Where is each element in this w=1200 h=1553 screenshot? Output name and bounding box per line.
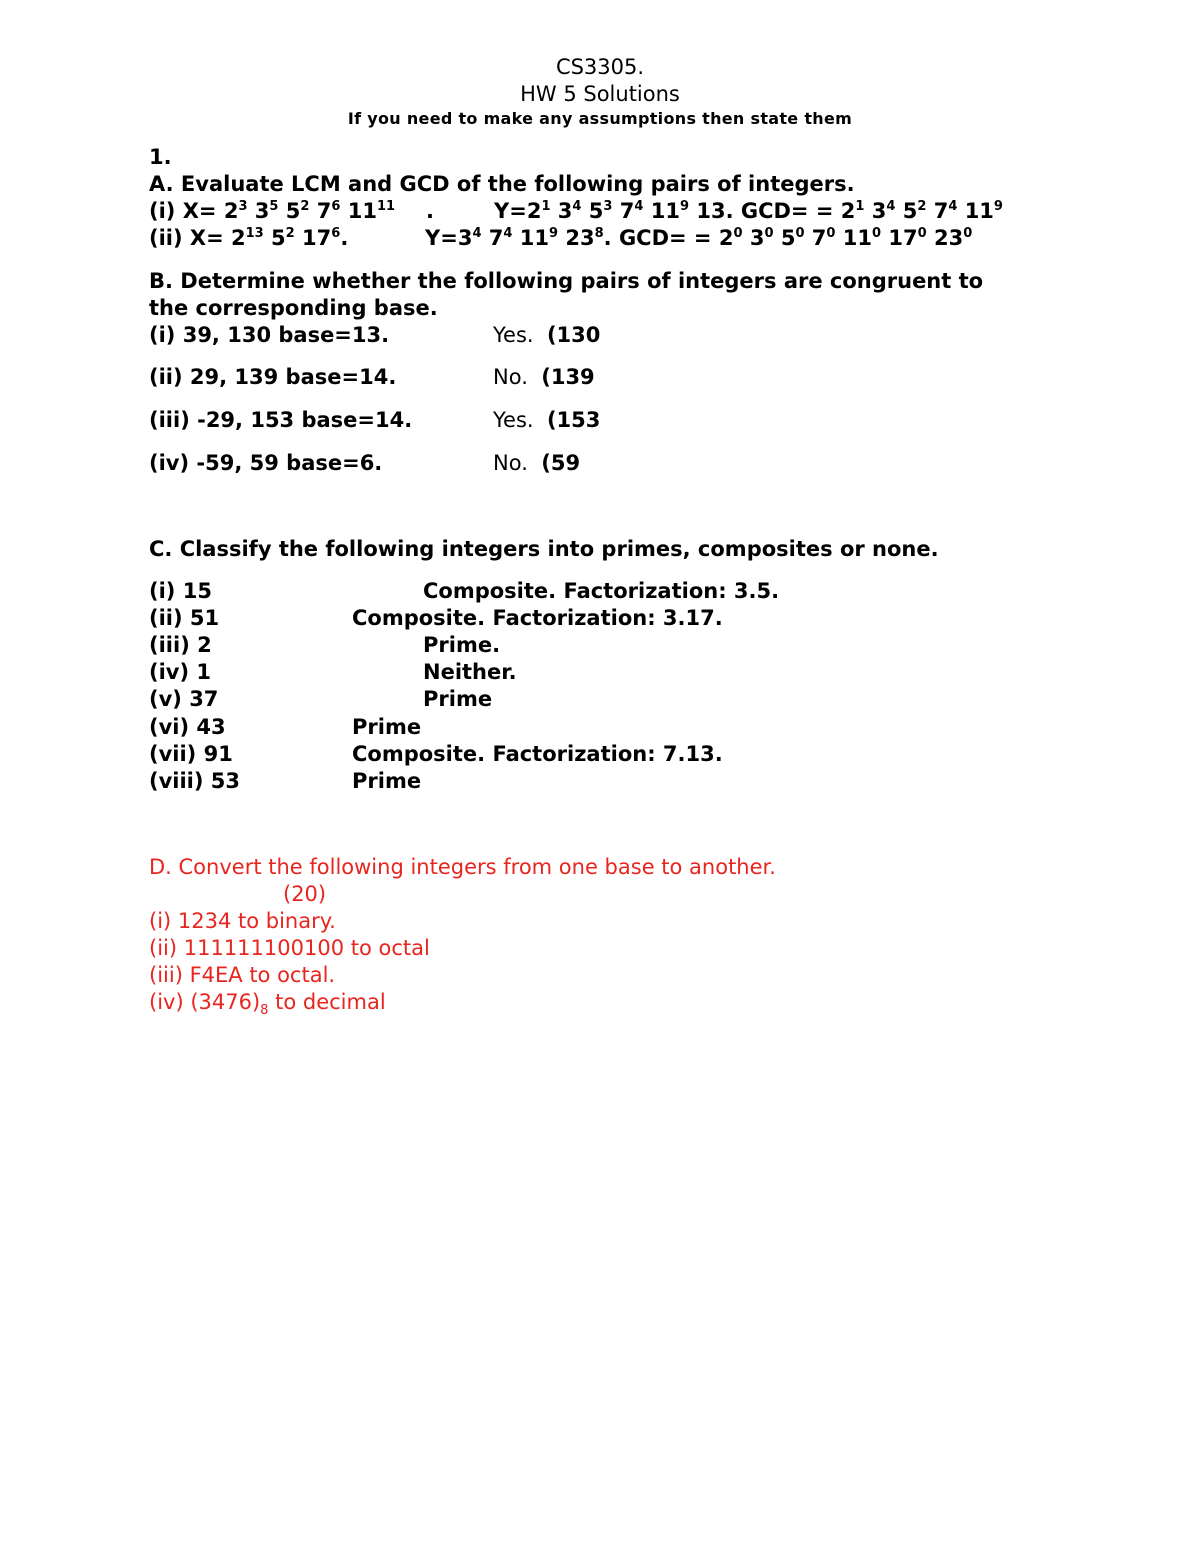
part-b-heading-line2: the corresponding base.: [149, 296, 438, 320]
prime-base: 7: [933, 199, 949, 223]
prime-exponent: 8: [594, 226, 604, 241]
part-c-question: (viii) 53: [149, 769, 241, 793]
part-c-answer: Composite. Factorization: 7.13.: [352, 742, 723, 766]
part-c-answer: Prime.: [423, 633, 501, 657]
part-a-ii-x: (ii) $X= 2^{13}$ $5^2$ $17^6$.: [149, 226, 349, 250]
part-a-heading: A. Evaluate LCM and GCD of the following pairs of integers.: [149, 172, 855, 196]
prime-exponent: 0: [963, 226, 973, 241]
prime-base: 3: [557, 199, 573, 223]
prime-base: 2: [840, 199, 856, 223]
prime-base: 3: [871, 199, 887, 223]
part-c-question: (v) 37: [149, 687, 219, 711]
prime-base: 5: [588, 199, 604, 223]
part-c-question: (i) 15: [149, 579, 212, 603]
part-b-question: (iii) -29, 153 base=14.: [149, 408, 413, 432]
part-b-question: (ii) 29, 139 base=14.: [149, 365, 397, 389]
prime-exponent: 0: [826, 226, 836, 241]
part-c-question: (vi) 43: [149, 715, 226, 739]
part-c-question: (iv) 1: [149, 660, 212, 684]
prime-exponent: 6: [331, 199, 341, 214]
question-number: 1.: [149, 145, 172, 169]
prime-exponent: 11: [376, 199, 396, 214]
part-d-item: (i) 1234 to binary.: [149, 909, 336, 933]
part-a-i-dot: .: [426, 199, 434, 223]
prime-base: 2: [718, 226, 734, 250]
prime-base: 7: [619, 199, 635, 223]
prime-base: 11: [650, 199, 680, 223]
prime-exponent: 2: [917, 199, 927, 214]
part-d-points: (20): [283, 882, 327, 906]
part-c-answer: Prime: [352, 715, 422, 739]
prime-exponent: 0: [917, 226, 927, 241]
prime-base: 3: [749, 226, 765, 250]
part-c-question: (iii) 2: [149, 633, 212, 657]
prime-base: 5: [780, 226, 796, 250]
part-c-question: (ii) 51: [149, 606, 220, 630]
prime-exponent: 6: [331, 226, 341, 241]
part-a-i-y: $Y=2^1$ $3^4$ $5^3$ $7^4$ $11^9$ 13. $GCD= = 2^1$ $3^4$ $5^2$ $7^4$ $11^9$: [494, 199, 1003, 223]
part-b-answer: No. (59: [493, 451, 581, 475]
part-d-item: (iii) F4EA to octal.: [149, 963, 336, 987]
prime-exponent: 4: [948, 199, 958, 214]
part-b-answer: Yes. (153: [493, 408, 601, 432]
part-c-answer: Neither.: [423, 660, 517, 684]
course-code: CS3305.: [555, 55, 645, 79]
prime-base: 7: [316, 199, 332, 223]
prime-exponent: 4: [634, 199, 644, 214]
part-d-heading: D. Convert the following integers from one base to another.: [149, 855, 776, 879]
prime-base: 5: [271, 226, 286, 250]
prime-exponent: 0: [872, 226, 882, 241]
prime-base: 23: [933, 226, 964, 250]
assumptions-note: If you need to make any assumptions then state them: [347, 109, 853, 128]
prime-exponent: 1: [541, 199, 551, 214]
prime-base: 7: [811, 226, 827, 250]
prime-exponent: 0: [764, 226, 774, 241]
part-c-answer: Composite. Factorization: 3.5.: [423, 579, 780, 603]
prime-base: 11: [842, 226, 873, 250]
prime-exponent: 9: [549, 226, 559, 241]
prime-exponent: 0: [795, 226, 805, 241]
prime-exponent: 4: [572, 199, 582, 214]
prime-exponent: 4: [886, 199, 896, 214]
prime-base: 23: [565, 226, 595, 250]
part-a-i-x: (i) $X= 2^3$ $3^5$ $5^2$ $7^6$ $11^{11}$: [149, 199, 396, 223]
prime-base: 3: [457, 226, 473, 250]
prime-base: 17: [888, 226, 918, 250]
prime-exponent: 4: [503, 226, 513, 241]
part-b-answer: Yes. (130: [493, 323, 601, 347]
prime-exponent: 2: [300, 199, 310, 214]
part-c-heading: C. Classify the following integers into primes, composites or none.: [149, 537, 939, 561]
prime-base: 17: [302, 226, 332, 250]
prime-exponent: 3: [238, 199, 248, 214]
part-c-answer: Prime: [423, 687, 493, 711]
part-a-ii-y: $Y=3^4$ $7^4$ $11^9$ $23^8$. $GCD= = 2^0$ $3^0$ $5^0$ $7^0$ $11^0$ $17^0$ $23^0$: [425, 226, 973, 250]
prime-exponent: 0: [733, 226, 743, 241]
prime-base: 7: [488, 226, 504, 250]
prime-base: 5: [902, 199, 918, 223]
prime-base: 5: [285, 199, 301, 223]
prime-exponent: 3: [603, 199, 613, 214]
part-c-answer: Prime: [352, 769, 422, 793]
part-c-question: (vii) 91: [149, 742, 233, 766]
part-d-item: (iv) $(3476)_8$ to decimal: [149, 990, 386, 1018]
prime-base: 11: [519, 226, 550, 250]
prime-exponent: 9: [679, 199, 690, 214]
page-title: HW 5 Solutions: [520, 82, 680, 106]
part-c-answer: Composite. Factorization: 3.17.: [352, 606, 723, 630]
part-b-question: (iv) -59, 59 base=6.: [149, 451, 383, 475]
prime-base: 3: [254, 199, 270, 223]
prime-base: 2: [223, 199, 239, 223]
part-b-heading-line1: B. Determine whether the following pairs of integers are congruent to: [149, 269, 984, 293]
prime-exponent: 4: [472, 226, 482, 241]
prime-base: 11: [347, 199, 377, 223]
prime-exponent: 9: [993, 199, 1003, 214]
prime-base: 11: [964, 199, 994, 223]
prime-exponent: 2: [285, 226, 295, 241]
prime-base: 2: [231, 226, 246, 250]
base-subscript: 8: [260, 1003, 269, 1018]
part-d-item: (ii) 111111100100 to octal: [149, 936, 430, 960]
prime-exponent: 1: [855, 199, 865, 214]
part-b-question: (i) 39, 130 base=13.: [149, 323, 390, 347]
prime-base: 2: [526, 199, 542, 223]
part-b-answer: No. (139: [493, 365, 595, 389]
prime-exponent: 13: [245, 226, 264, 241]
prime-exponent: 5: [269, 199, 279, 214]
